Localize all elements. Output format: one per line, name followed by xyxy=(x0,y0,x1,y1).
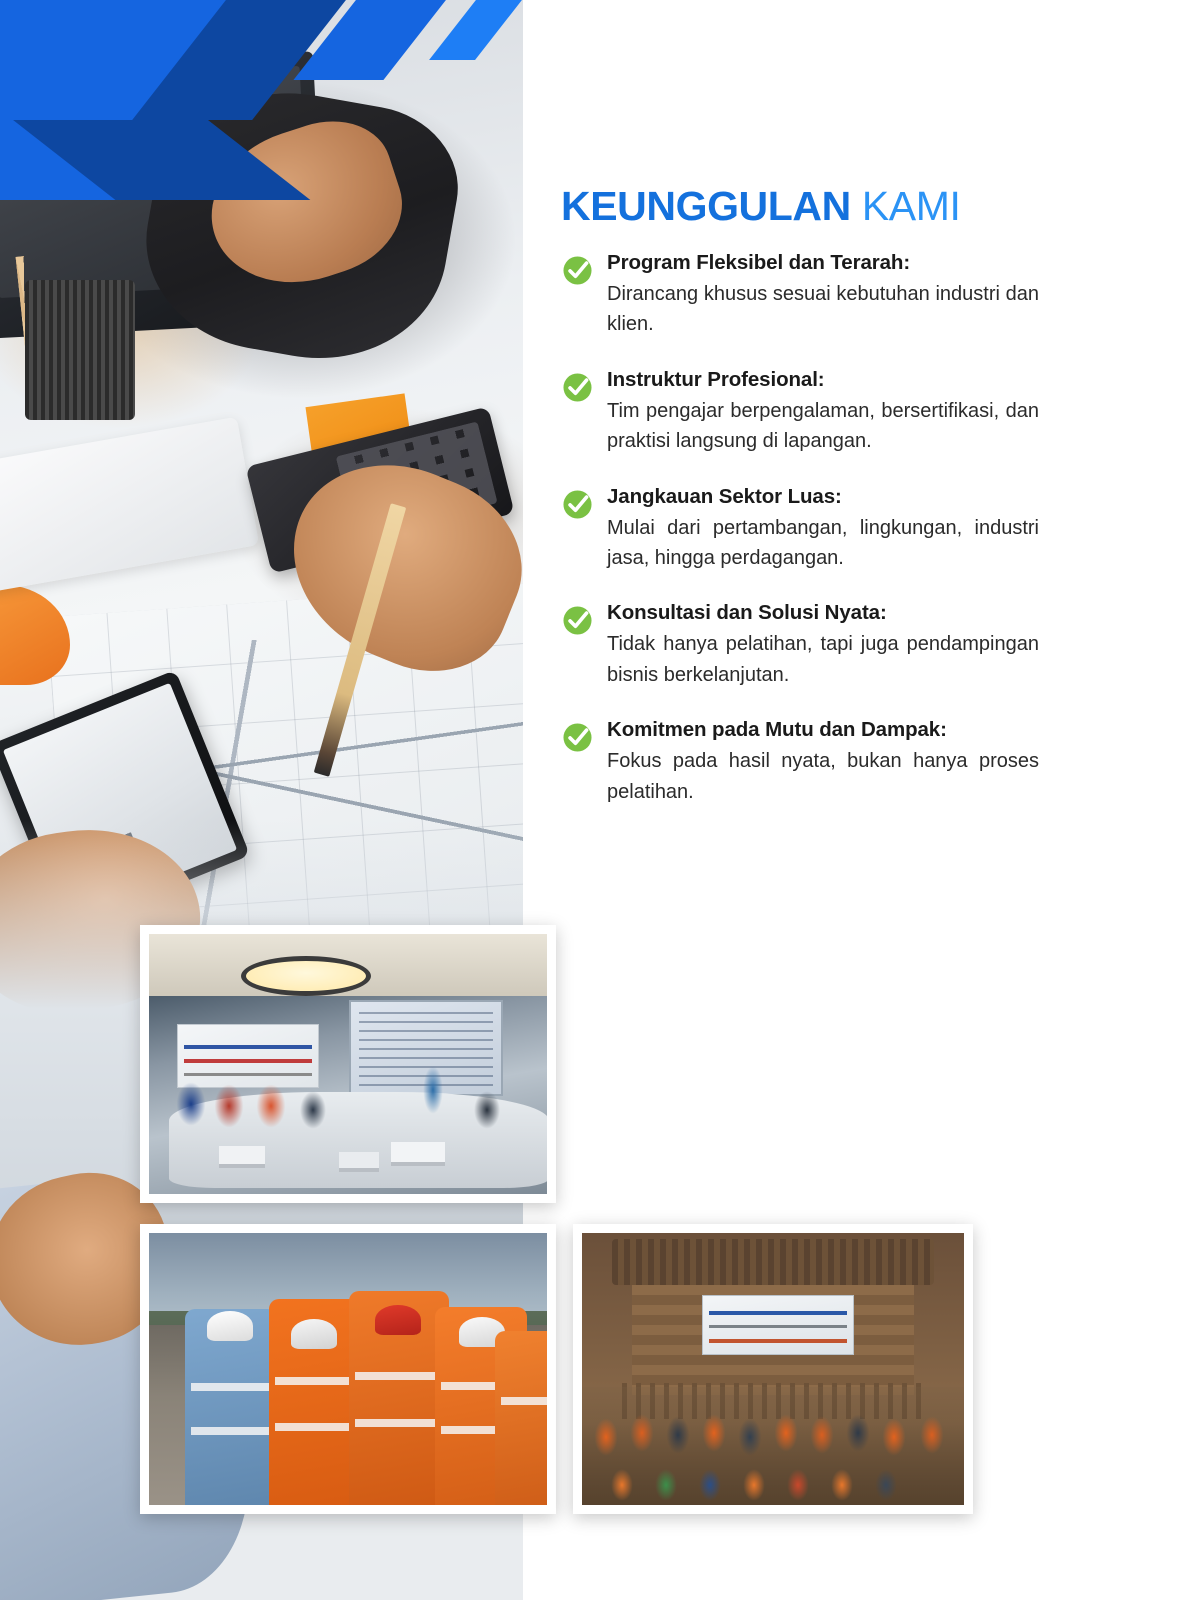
check-circle-icon xyxy=(561,488,594,521)
check-circle-icon xyxy=(561,604,594,637)
feature-body xyxy=(607,250,1149,340)
event-banner-shape xyxy=(702,1295,854,1355)
page-title-bold: KEUNGGULAN xyxy=(561,183,851,229)
group-participants-front-row-shape xyxy=(582,1443,964,1505)
laptops-shape xyxy=(179,1128,547,1178)
keyboard-shape xyxy=(0,417,259,594)
feature-body xyxy=(607,367,1149,457)
feature-title: Konsultasi dan Solusi Nyata: xyxy=(607,601,887,625)
feature-item xyxy=(561,484,1149,574)
vest-stripe-shape xyxy=(275,1377,359,1385)
vest-stripe-shape xyxy=(355,1372,443,1380)
feature-title: Jangkauan Sektor Luas: xyxy=(607,484,842,508)
feature-title: Program Fleksibel dan Terarah: xyxy=(607,251,911,275)
vest-stripe-shape xyxy=(275,1423,359,1431)
field-workers-photo xyxy=(140,1224,556,1514)
ceiling-light-shape xyxy=(241,956,371,996)
check-icon-wrapper xyxy=(561,367,607,404)
feature-item xyxy=(561,250,1149,340)
feature-description: Tidak hanya pelatihan, tapi juga pendampingan bisnis berkelanjutan. xyxy=(607,633,1039,686)
meeting-room-photo xyxy=(140,925,556,1203)
participants-shape xyxy=(167,1060,547,1130)
white-helmet-shape xyxy=(207,1311,253,1341)
white-helmet-shape xyxy=(291,1319,337,1349)
feature-description: Mulai dari pertambangan, lingkungan, industri jasa, hingga perdagangan. xyxy=(607,516,1039,569)
feature-title: Komitmen pada Mutu dan Dampak: xyxy=(607,718,947,742)
feature-item xyxy=(561,367,1149,457)
feature-description: Fokus pada hasil nyata, bukan hanya proses pelatihan. xyxy=(607,750,1039,803)
worker-side-shape xyxy=(495,1331,547,1505)
check-icon-wrapper xyxy=(561,600,607,637)
feature-item xyxy=(561,600,1149,690)
check-circle-icon xyxy=(561,721,594,754)
feature-item xyxy=(561,717,1149,807)
check-circle-icon xyxy=(561,254,594,287)
red-helmet-shape xyxy=(375,1305,421,1335)
roof-shape xyxy=(612,1239,934,1285)
group-training-photo-inner xyxy=(582,1233,964,1505)
orange-object-shape xyxy=(0,585,70,685)
field-workers-photo-inner xyxy=(149,1233,547,1505)
vest-stripe-shape xyxy=(501,1397,547,1405)
feature-title: Instruktur Profesional: xyxy=(607,367,825,391)
pencil-cup-shape xyxy=(25,280,135,420)
page-title-light: KAMI xyxy=(850,183,961,229)
check-icon-wrapper xyxy=(561,484,607,521)
feature-description: Tim pengajar berpengalaman, bersertifikasi, dan praktisi langsung di lapangan. xyxy=(607,399,1039,453)
vest-stripe-shape xyxy=(191,1427,271,1435)
feature-body xyxy=(607,484,1149,574)
feature-body xyxy=(607,717,1149,807)
page-title xyxy=(561,185,1149,228)
banner-text-lines-shape xyxy=(709,1302,847,1348)
vest-stripe-shape xyxy=(355,1419,443,1427)
check-circle-icon xyxy=(561,371,594,404)
feature-description: Dirancang khusus sesuai kebutuhan industri dan klien. xyxy=(607,283,1039,336)
group-training-photo xyxy=(573,1224,973,1514)
vest-stripe-shape xyxy=(191,1383,271,1391)
check-icon-wrapper xyxy=(561,717,607,754)
meeting-room-photo-inner xyxy=(149,934,547,1194)
check-icon-wrapper xyxy=(561,250,607,287)
feature-body xyxy=(607,600,1149,690)
